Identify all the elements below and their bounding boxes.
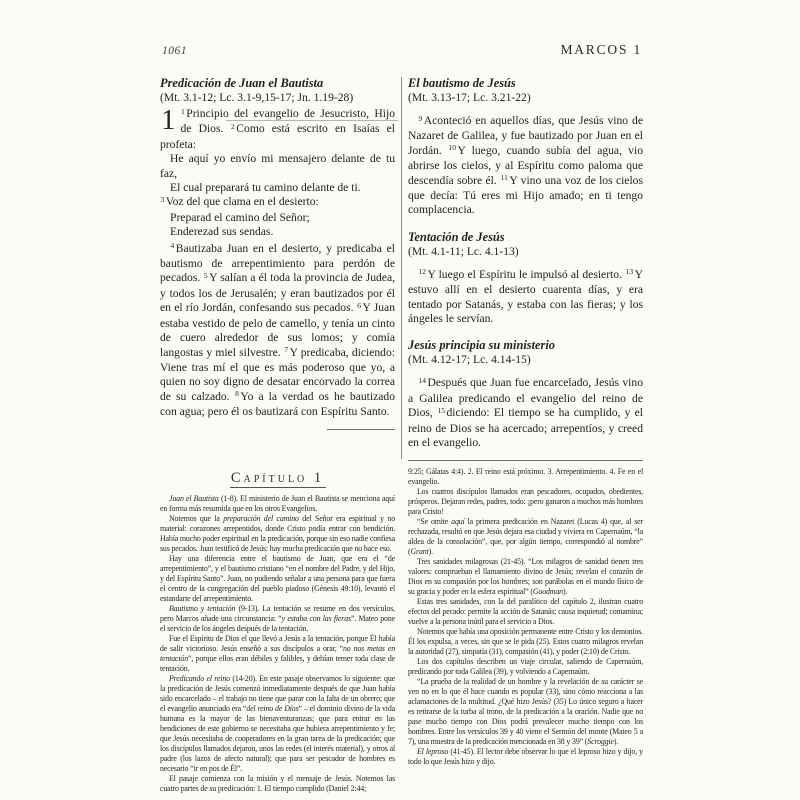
text-run: Y salían a él toda la provincia de Judea, y todos los de Jerusalén; y eran bautizados por él en el río Jordán, confesando sus pecados. [160,271,395,315]
verse-number: 4 [170,241,175,251]
note-paragraph [160,494,395,514]
poem-line [160,181,395,195]
text-run: Y luego el Espíritu le impulsó al desierto. [427,267,626,281]
commentary-column-right [408,467,643,794]
verse-number: 9 [418,113,423,123]
verse-number: 15 [437,405,445,415]
section-heading [408,338,643,367]
parallel-references: (Mt. 3.1-12; Lc. 3.1-9,15-17; Jn. 1.19-28) [160,91,354,104]
text-run: Tres sanidades milagrosas (21-45). “Los milagros de sanidad tienen tres valores: comprueban el llamamiento divino de Jesús; revelan el corazón de Dios en su compasión por los hombres; son parábolas en el mundo físico de su gracia y poder en la esfera espiritual” ( [408,556,643,596]
scripture-end-rule [408,460,643,461]
verse-number: 10 [448,143,457,153]
note-paragraph [408,517,643,557]
parallel-references: (Mt. 4.12-17; Lc. 4.14-15) [408,353,531,367]
italic-text: preparación del camino [223,513,299,523]
parallel-references: (Mt. 3.13-17; Lc. 3.21-22) [408,91,531,104]
section-title: Tentación de Jesús [408,229,505,244]
text-run: ”, porque ellos eran débiles y falibles, y debían temer toda clase de tentación. [160,653,395,673]
note-paragraph [160,634,395,674]
text-run: diciendo: El tiempo se ha cumplido, y el reino de Dios se ha acercado; arrepentíos, y creed en el evangelio. [408,406,643,450]
verse-paragraph [408,376,643,450]
text-run: (14-20). En este pasaje observamos lo siguiente: que la predicación de Jesús comenzó inmediatamente después de que Juan había sido encarcelado – el trabajo no tiene que parar con la falta de un obrero; que el evangelio anunciado era “ [160,673,395,713]
text-run: Voz del que clama en el desierto: [165,195,319,209]
chapter-drop-cap: 1 [161,104,176,136]
verse-number: 5 [203,270,208,280]
text-run: Como está escrito en Isaías el profeta: [160,122,395,151]
section-title: Predicación de Juan el Bautista [160,76,324,90]
scripture-end-rule [327,429,395,430]
note-paragraph [160,774,395,794]
note-paragraph [408,597,643,627]
text-run: Hay una diferencia entre el bautismo de Juan, que era el “de arrepentimiento”, y el bautismo cristiano “en el nombre del Padre, y del Hijo, y del Espíritu Santo”. Juan, no pudiendo señalar a una persona para que fuera el centro de la congregación del pueblo piadoso (Génesis 49:10), levantó el estandarte del arrepentimiento. [160,553,395,603]
text-run: El pasaje comienza con la misión y el mensaje de Jesús. Notemos las cuatro partes de su predicación: 1. El tiempo cumplido (Daniel 2:44; [160,773,395,793]
chapter-heading: Capítulo 1 [230,469,325,486]
verse-number: 1 [181,106,185,116]
scripture-column-right [408,76,643,461]
page-content [160,42,644,794]
italic-text: Bautismo y tentación [169,603,236,613]
commentary-column-left [160,467,395,794]
note-paragraph [408,487,643,517]
text-run: Yo a la verdad os he bautizado con agua; pero él os bautizará con Espíritu Santo. [160,389,395,419]
scripture-columns [160,76,644,461]
text-run: Bautizaba Juan en el desierto, y predicaba el bautismo de arrepentimiento para perdón de pecados. [160,241,395,285]
verse-paragraph [160,242,395,420]
poem-line [160,211,395,225]
verse-number: 7 [284,345,289,354]
italic-text: Predicando el reino [169,673,230,683]
italic-text: del reino de Dios [246,703,299,713]
text-run: ). [562,586,568,596]
page-number: 1061 [162,45,187,57]
italic-text: El leproso [417,746,449,756]
note-paragraph [408,677,643,747]
text-run: Preparad el camino del Señor; [170,210,310,224]
text-run: Los dos capítulos describen un viaje circular, saliendo de Capernaúm, predicando por toda Galilea (39), y volviendo a Capernaúm. [408,656,643,676]
italic-text: Grant [410,546,429,556]
verse-paragraph [408,268,643,327]
verse-number: 3 [160,194,165,204]
scripture-column-left [160,76,395,461]
text-run: He aquí yo envío mi mensajero delante de tu faz, [160,152,395,180]
running-head: MARCOS 1 [560,42,642,57]
chapter-heading-rule [230,487,326,488]
section-heading [160,76,395,105]
chapter-heading-block [160,470,395,488]
text-run: Los cuatros discípulos llamados eran pescadores, ocupados, obedientes, prósperos. Dejaran redes, padres, todo: ¡pero ganaron a muchos más hombres para Cristo! [408,486,643,516]
verse-paragraph [408,114,643,218]
verse-number: 12 [418,267,426,277]
commentary-left-body [160,494,395,794]
verse-number: 6 [357,300,362,310]
section-heading [408,230,643,259]
italic-text: y estaba con las fieras [281,613,351,623]
section-heading [408,76,643,105]
text-run: la primera predicación en Nazaret (Lucas 4) que, al ser rechazada, resultó en que Jesús dejara esa ciudad y viviera en Capernaúm, “la aldea de la consolación”, que, por algún tiempo, correspondió al nombre” ( [408,516,644,556]
text-run: El cual preparará tu camino delante de ti. [170,181,361,195]
text-run: ” – el dominio divino de la vida humana es la mayor de las bienaventuranzas; que para entrar en las bendiciones de este gobierno se necesitaba que hubiera arrepentimiento y fe; que Jesús necesitaba de cooperadores en la gran tarea de la predicación; que los discípulos llamados dejaron, unos las redes (el interés material), y otros al padre (los lazos de afecto natural); que para ser pescador de hombres es necesario “ir en pos de Él”. [160,703,395,773]
text-run: (9-13). La tentación se resume en dos versículos, pero Marcos añade una circunstancia: “ [160,603,395,623]
note-paragraph [160,514,395,554]
note-paragraph [160,674,395,774]
text-run: ”. Mateo pone el servicio de los ángeles después de la tentación. [160,613,395,633]
text-run: Aconteció en aquellos días, que Jesús vino de Nazaret de Galilea, y fue bautizado por Juan en el Jordán. [408,114,643,157]
text-run: Después que Juan fue encarcelado, Jesús vino a Galilea predicando el evangelio del reino de Dios, [408,376,643,420]
italic-text: no nos metas en tentación [160,643,395,663]
note-paragraph [160,604,395,634]
verse-number: 11 [500,173,508,183]
italic-text: Goodman [532,586,563,596]
verse-number: 8 [235,389,239,399]
verse-number: 2 [231,121,235,131]
text-run: “La prueba de la realidad de un hombre y la revelación de su carácter se ven no en lo que él hace cuando es popular (33), sino cómo reacciona a las aclamaciones de la multitud. ¿Qué hizo Jesús? (35) Lo único seguro a hacer es retirarse de la turba al trono, de la predicación a la oración. Nadie que no pase mucho tiempo con Dios podrá prevalecer mucho tiempo con los hombres. Entre los versículos 39 y 40 viene el Sermón del monte (Mateo 5 a 7), una muestra de la predicación mencionada en 38 y 39” ( [408,676,643,746]
text-run: (41-45). El lector debe observar lo que el leproso hizo y dijo, y todo lo que Jesús hizo y dijo. [408,746,643,766]
text-run: Y vino una voz de los cielos que decía: Tú eres mi Hijo amado; en ti tengo complacencia. [408,173,643,217]
text-run: Fue el Espíritu de Dios el que llevó a Jesús a la tentación, porque Él había de salir victorioso. Jesús enseñó a sus discípulos a orar, “ [160,633,395,653]
text-run: Enderezad sus sendas. [170,225,274,239]
italic-text: Juan el Bautista [169,493,219,503]
text-run: Y luego, cuando subía del agua, vio abrirse los cielos, y al Espíritu como paloma que descendía sobre él. [408,143,643,187]
note-paragraph [408,747,643,767]
poem-line [160,195,395,210]
text-run: Notemos que la [169,513,224,523]
note-paragraph [408,467,643,487]
italic-text: aquí [451,516,465,526]
note-paragraph [408,657,643,677]
text-run: Notemos que había una oposición permanente entre Cristo y los demonios. Él los expulsa, a veces, sin que se le pida (25). Estos cuatro milagros revelan la autoridad (27), simpatía (31), compasión (41), y poder (2:10) de Cristo. [408,626,643,656]
text-run: (1-8). El ministerio de Juan el Bautista se menciona aquí en forma más resumida que en los otros Evangelios. [160,493,395,513]
note-paragraph [408,627,643,657]
text-run: 9:25; Gálatas 4:4). 2. El reino está próximo. 3. Arrepentimiento. 4. Fe en el evangelio. [408,466,643,486]
text-run: del Señor era espiritual y no material: corazones arrepentidos, donde Cristo podía entrar con bendición. Había mucho poder espiritual en la predicación, porque sin eso nadie confiesa sus pecados. Juan testificó de Jesús: hay mucha predicación que no hace eso. [160,513,396,553]
text-run: “Se omite [417,516,452,526]
parallel-references: (Mt. 4.1-11; Lc. 4.1-13) [408,244,519,258]
poetry-block [160,152,395,239]
text-run: Y predicaba, diciendo: Viene tras mí el que es más poderoso que yo, a quien no soy digno de desatar encorvado la correa de su calzado. [160,345,395,403]
page-header [160,42,644,58]
commentary-columns [160,467,644,794]
verse-number: 14 [418,375,426,385]
italic-text: Scroggie [587,736,614,746]
section-title: El bautismo de Jesús [408,76,516,90]
note-paragraph [408,557,643,597]
text-run: Estas tres sanidades, con la del paralítico del capítulo 2, ilustran cuatro efectos del pecado: permite la acción de Satanás; causa inquietud; contamina; vuelve a la persona inútil para el servicio a Dios. [408,596,643,626]
poem-line [160,225,395,239]
text-run: ). [613,736,619,746]
section-title: Jesús principia su ministerio [408,338,555,353]
text-run: ). [428,546,433,556]
text-run: Y estuvo allí en el desierto cuarenta días, y era tentado por Satanás, y estaba con las fieras; y los ángeles le servían. [408,267,643,326]
note-paragraph [160,554,395,604]
verse-number: 13 [625,267,634,277]
text-run: Principio del evangelio de Jesucristo, Hijo de Dios. [180,107,395,136]
text-run: Y Juan estaba vestido de pelo de camello, y tenía un cinto de cuero alrededor de sus lomos; y comía langostas y miel silvestre. [160,301,396,359]
poem-line [160,152,395,181]
verse-paragraph [160,104,395,152]
